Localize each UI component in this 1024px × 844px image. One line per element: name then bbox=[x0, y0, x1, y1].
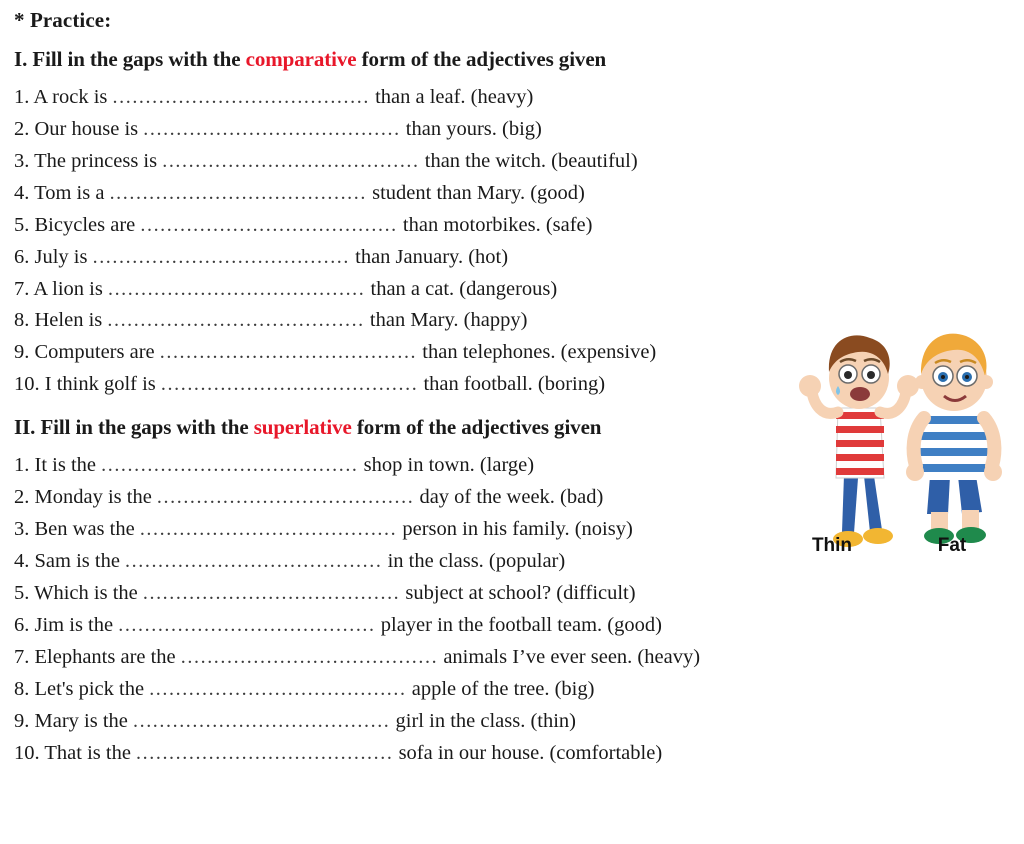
item-text-before: Ben was the bbox=[29, 518, 140, 541]
item-text-after: than a cat. (dangerous) bbox=[365, 277, 558, 300]
answer-blank[interactable]: ....................................... bbox=[142, 581, 401, 604]
item-text-after: day of the week. (bad) bbox=[414, 486, 604, 509]
item-text-after: person in his family. (noisy) bbox=[397, 518, 633, 541]
list-item bbox=[14, 578, 1010, 610]
item-text-before: Which is the bbox=[29, 581, 143, 604]
answer-blank[interactable]: ....................................... bbox=[109, 181, 367, 204]
item-text-after: than January. (hot) bbox=[350, 245, 509, 268]
answer-blank[interactable]: ....................................... bbox=[139, 518, 398, 541]
answer-blank[interactable]: ....................................... bbox=[107, 309, 365, 332]
section-heading-suffix: form of the adjectives given bbox=[356, 47, 607, 71]
answer-blank[interactable]: ....................................... bbox=[140, 213, 398, 236]
item-text-before: July is bbox=[29, 245, 93, 268]
answer-blank[interactable]: ....................................... bbox=[149, 677, 407, 700]
item-text-before: It is the bbox=[29, 454, 102, 477]
list-item bbox=[14, 178, 1010, 210]
list-item bbox=[14, 738, 1010, 770]
answer-blank[interactable]: ....................................... bbox=[92, 245, 351, 268]
label-fat: Fat bbox=[937, 535, 967, 556]
answer-blank[interactable]: ....................................... bbox=[143, 117, 401, 140]
answer-blank[interactable]: ....................................... bbox=[125, 549, 383, 572]
list-item bbox=[14, 114, 1010, 146]
illustration-labels bbox=[772, 535, 1012, 557]
item-text-before: I think golf is bbox=[39, 373, 161, 396]
thin-fat-illustration bbox=[772, 300, 1012, 575]
answer-blank[interactable]: ....................................... bbox=[159, 341, 418, 364]
item-number: 1. bbox=[14, 86, 30, 108]
item-number: 2. bbox=[14, 486, 30, 509]
item-number: 1. bbox=[14, 454, 30, 477]
item-text-before: Helen is bbox=[29, 309, 108, 332]
fat-boy-figure bbox=[906, 334, 1002, 544]
item-text-before: A rock is bbox=[29, 86, 113, 108]
item-text-before: Let's pick the bbox=[29, 677, 150, 700]
page-title: * Practice: bbox=[14, 8, 112, 32]
item-text-before: Sam is the bbox=[29, 549, 126, 572]
item-text-after: player in the football team. (good) bbox=[375, 613, 662, 636]
thin-boy-figure bbox=[799, 335, 919, 547]
list-item bbox=[14, 674, 1010, 706]
item-text-before: A lion is bbox=[29, 277, 108, 300]
item-number: 4. bbox=[14, 549, 30, 572]
item-number: 9. bbox=[14, 709, 30, 732]
item-number: 3. bbox=[14, 149, 30, 172]
answer-blank[interactable]: ....................................... bbox=[136, 741, 394, 764]
item-text-after: than Mary. (happy) bbox=[364, 309, 528, 332]
item-number: 6. bbox=[14, 613, 30, 636]
answer-blank[interactable]: ....................................... bbox=[107, 277, 366, 300]
item-number: 10. bbox=[14, 373, 40, 396]
cartoon-boys-svg bbox=[772, 300, 1012, 575]
item-number: 8. bbox=[14, 677, 30, 700]
item-text-after: than motorbikes. (safe) bbox=[397, 213, 593, 236]
section-heading-accent: superlative bbox=[253, 415, 352, 440]
answer-blank[interactable]: ....................................... bbox=[101, 454, 359, 477]
list-item bbox=[14, 210, 1010, 242]
item-text-after: sofa in our house. (comfortable) bbox=[393, 741, 663, 764]
section-heading-prefix: I. Fill in the gaps with the bbox=[14, 47, 246, 71]
answer-blank[interactable]: ....................................... bbox=[112, 86, 370, 108]
section-heading-comparative bbox=[14, 47, 1010, 72]
item-text-after: subject at school? (difficult) bbox=[400, 581, 636, 604]
item-text-after: apple of the tree. (big) bbox=[406, 677, 595, 700]
list-item bbox=[14, 146, 1010, 178]
item-text-after: than football. (boring) bbox=[418, 373, 606, 396]
item-number: 6. bbox=[14, 245, 30, 268]
section-heading-suffix: form of the adjectives given bbox=[351, 415, 602, 440]
answer-blank[interactable]: ....................................... bbox=[118, 613, 376, 636]
item-text-after: student than Mary. (good) bbox=[366, 181, 585, 204]
item-number: 8. bbox=[14, 309, 30, 332]
item-text-before: Mary is the bbox=[29, 709, 133, 732]
item-text-before: Our house is bbox=[29, 117, 144, 140]
item-text-before: Elephants are the bbox=[29, 645, 181, 668]
item-text-after: animals I’ve ever seen. (heavy) bbox=[438, 645, 701, 668]
item-text-after: in the class. (popular) bbox=[382, 549, 566, 572]
item-text-before: Monday is the bbox=[29, 486, 157, 509]
item-number: 7. bbox=[14, 277, 30, 300]
item-number: 4. bbox=[14, 181, 30, 204]
item-text-before: Jim is the bbox=[29, 613, 119, 636]
item-text-before: Bicycles are bbox=[29, 213, 141, 236]
item-text-before: Computers are bbox=[29, 341, 160, 364]
answer-blank[interactable]: ....................................... bbox=[160, 373, 419, 396]
section-heading-accent: comparative bbox=[245, 47, 357, 71]
answer-blank[interactable]: ....................................... bbox=[156, 486, 415, 509]
item-number: 9. bbox=[14, 341, 30, 364]
item-text-after: shop in town. (large) bbox=[358, 454, 535, 477]
list-item bbox=[14, 706, 1010, 738]
item-text-before: The princess is bbox=[29, 149, 163, 172]
item-text-after: than telephones. (expensive) bbox=[417, 341, 657, 364]
item-text-after: than yours. (big) bbox=[400, 117, 542, 140]
item-text-after: girl in the class. (thin) bbox=[390, 709, 577, 732]
answer-blank[interactable]: ....................................... bbox=[133, 709, 391, 732]
section-heading-prefix: II. Fill in the gaps with the bbox=[14, 415, 254, 440]
answer-blank[interactable]: ....................................... bbox=[180, 645, 439, 668]
item-text-after: than a leaf. (heavy) bbox=[369, 86, 534, 108]
item-number: 5. bbox=[14, 213, 30, 236]
list-item bbox=[14, 82, 1010, 114]
item-number: 3. bbox=[14, 518, 30, 541]
item-number: 2. bbox=[14, 117, 30, 140]
item-text-before: That is the bbox=[39, 741, 137, 764]
answer-blank[interactable]: ....................................... bbox=[162, 149, 420, 172]
item-number: 5. bbox=[14, 581, 30, 604]
list-item bbox=[14, 642, 1010, 674]
item-text-after: than the witch. (beautiful) bbox=[419, 149, 638, 172]
item-number: 7. bbox=[14, 645, 30, 668]
item-text-before: Tom is a bbox=[29, 181, 110, 204]
label-thin: Thin bbox=[811, 535, 853, 556]
list-item bbox=[14, 242, 1010, 274]
item-number: 10. bbox=[14, 741, 40, 764]
list-item bbox=[14, 610, 1010, 642]
